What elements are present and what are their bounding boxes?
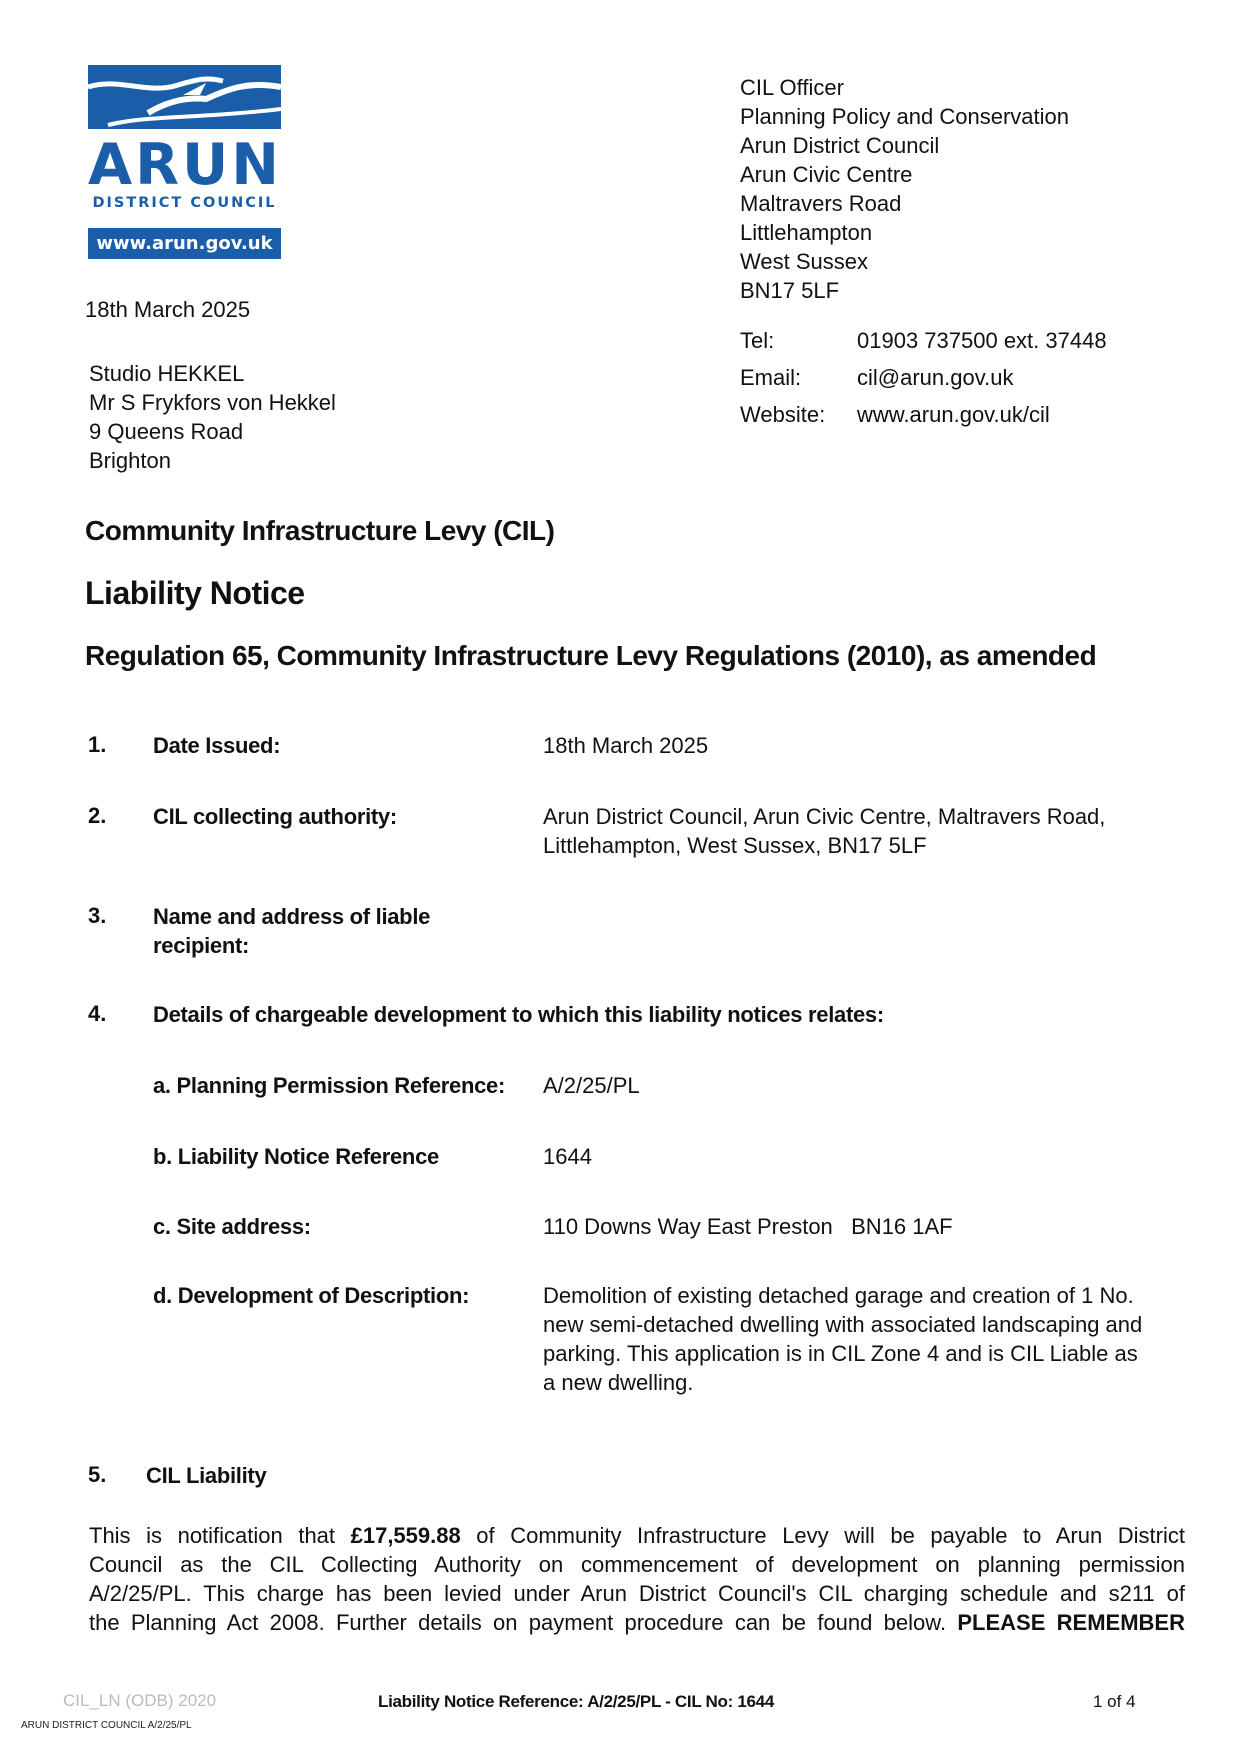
contact-label: Website:	[740, 402, 826, 427]
notice-title: Liability Notice	[85, 575, 305, 611]
logo-subtitle: DISTRICT COUNCIL	[92, 195, 277, 211]
paragraph-text: of Community Infrastructure Levy will be payable to Arun District	[460, 1523, 1185, 1548]
value-line: parking. This application is in CIL Zone 4 and is CIL Liable as	[543, 1341, 1138, 1366]
item-label-date-issued: Date Issued:	[153, 733, 281, 758]
value-line: a new dwelling.	[543, 1370, 694, 1395]
sender-line: Planning Policy and Conservation	[740, 104, 1069, 129]
value-line: Littlehampton, West Sussex, BN17 5LF	[543, 833, 927, 858]
value-line: Arun District Council, Arun Civic Centre, Maltravers Road,	[543, 804, 1106, 829]
item-value-site-address: 110 Downs Way East Preston BN16 1AF	[543, 1214, 953, 1239]
sender-line: CIL Officer	[740, 75, 844, 100]
contact-label: Email:	[740, 365, 802, 390]
item-value-date-issued: 18th March 2025	[543, 733, 709, 758]
item-number: 2.	[88, 803, 107, 828]
label-line: Name and address of liable	[153, 904, 431, 929]
paragraph-line	[89, 1608, 1185, 1637]
item-label-cil-liability: CIL Liability	[146, 1463, 267, 1488]
sender-line: Arun Civic Centre	[740, 162, 913, 187]
document-title: Community Infrastructure Levy (CIL)	[85, 515, 555, 546]
paragraph-line: Council as the CIL Collecting Authority on commencement of development on planning permission	[89, 1552, 1185, 1577]
sender-address	[740, 73, 1069, 305]
sender-line: West Sussex	[740, 249, 868, 274]
paragraph-line	[89, 1521, 1185, 1550]
value-line: Demolition of existing detached garage and creation of 1 No.	[543, 1283, 1134, 1308]
paragraph-line: A/2/25/PL. This charge has been levied under Arun District Council's CIL charging schedule and s211 of	[89, 1581, 1185, 1606]
item-value-planning-ref: A/2/25/PL	[543, 1073, 640, 1098]
contact-website	[740, 402, 1107, 439]
council-logo	[88, 65, 281, 259]
paragraph-text: the Planning Act 2008. Further details on payment procedure can be found below.	[89, 1610, 958, 1635]
footer-reference: Liability Notice Reference: A/2/25/PL - CIL No: 1644	[378, 1692, 774, 1711]
item-value-collecting-authority	[543, 802, 1105, 860]
item-label-description: d. Development of Description:	[153, 1283, 470, 1308]
footer-page-number: 1 of 4	[1093, 1692, 1136, 1711]
recipient-line: 9 Queens Road	[89, 419, 244, 444]
sender-line: Arun District Council	[740, 133, 940, 158]
item-number: 3.	[88, 903, 107, 928]
item-label-site-address: c. Site address:	[153, 1214, 311, 1239]
item-label-collecting-authority: CIL collecting authority:	[153, 804, 397, 829]
recipient-address	[89, 359, 336, 475]
item-number: 4.	[88, 1001, 107, 1026]
label-line: recipient:	[153, 933, 250, 958]
item-label-notice-ref: b. Liability Notice Reference	[153, 1144, 439, 1169]
item-value-description	[543, 1281, 1142, 1397]
contact-value[interactable]: www.arun.gov.uk/cil	[857, 402, 1050, 427]
item-label-planning-ref: a. Planning Permission Reference:	[153, 1073, 505, 1098]
value-line: new semi-detached dwelling with associated landscaping and	[543, 1312, 1143, 1337]
logo-wordmark: ARUN	[88, 132, 282, 198]
sender-line: BN17 5LF	[740, 278, 840, 303]
logo-waves	[88, 65, 281, 129]
footer-form-code: CIL_LN (ODB) 2020	[63, 1691, 217, 1710]
contact-details	[740, 328, 1107, 439]
letter-date: 18th March 2025	[85, 297, 251, 322]
recipient-line: Studio HEKKEL	[89, 361, 245, 386]
contact-label: Tel:	[740, 328, 775, 353]
liability-paragraph	[89, 1521, 1185, 1637]
please-remember: PLEASE REMEMBER	[957, 1610, 1185, 1635]
sender-line: Maltravers Road	[740, 191, 902, 216]
liability-amount: £17,559.88	[350, 1523, 461, 1548]
sender-line: Littlehampton	[740, 220, 873, 245]
regulation-title: Regulation 65, Community Infrastructure Levy Regulations (2010), as amended	[85, 640, 1097, 671]
item-number: 1.	[88, 732, 107, 757]
paragraph-text: This is notification that	[89, 1523, 351, 1548]
recipient-line: Brighton	[89, 448, 171, 473]
contact-email	[740, 365, 1107, 402]
item-label-development-details: Details of chargeable development to which this liability notices relates:	[153, 1002, 884, 1027]
footer-small-ref: ARUN DISTRICT COUNCIL A/2/25/PL	[21, 1720, 192, 1731]
contact-value: 01903 737500 ext. 37448	[857, 328, 1107, 353]
contact-tel	[740, 328, 1107, 365]
item-value-notice-ref: 1644	[543, 1144, 592, 1169]
seagull-waves-icon	[88, 65, 281, 129]
item-label-liable-recipient	[153, 902, 430, 960]
recipient-line: Mr S Frykfors von Hekkel	[89, 390, 336, 415]
item-number: 5.	[88, 1462, 107, 1487]
logo-url[interactable]: www.arun.gov.uk	[88, 228, 281, 259]
contact-value[interactable]: cil@arun.gov.uk	[857, 365, 1014, 390]
